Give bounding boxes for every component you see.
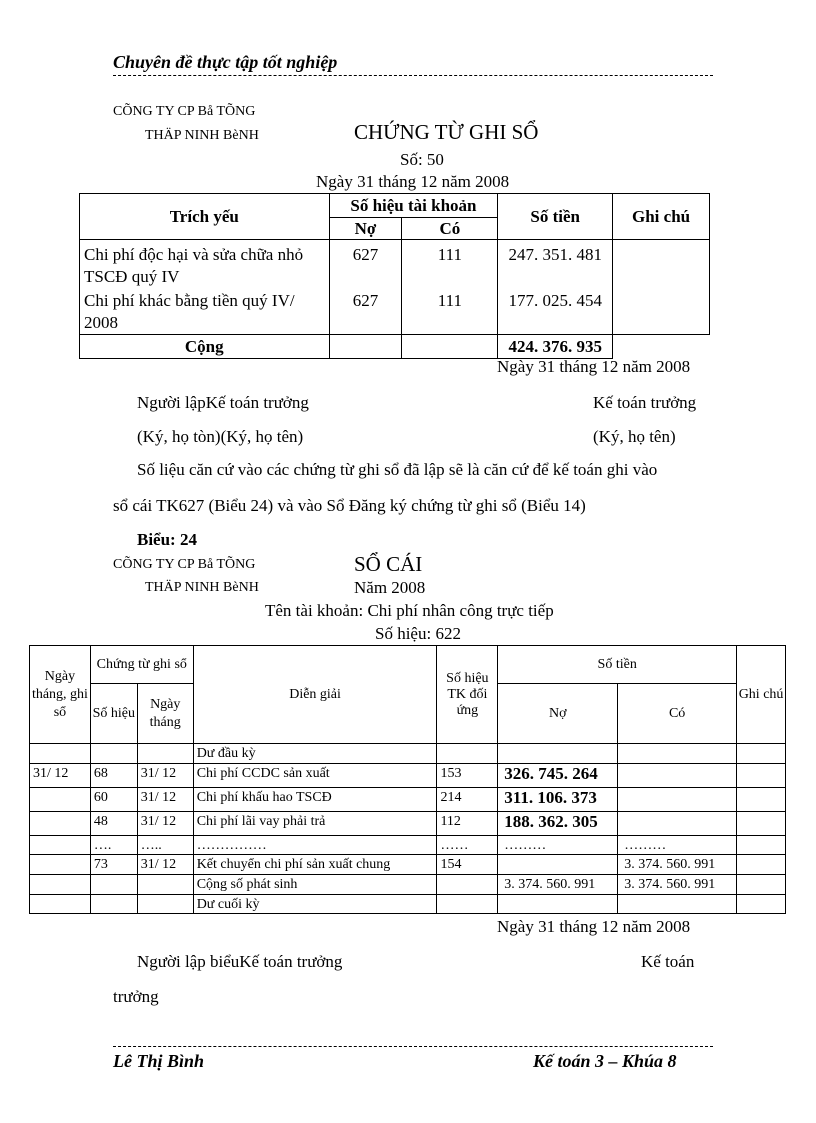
ledger-cell-contra: …… [437, 836, 498, 855]
ledger-amount-header: Số tiền [498, 646, 737, 684]
company-line2-b: THÄP NINH BèNH [145, 580, 259, 595]
ledger-cell-credit: ……… [618, 836, 737, 855]
ledger-cell-debit [498, 895, 618, 914]
table-row [30, 836, 786, 855]
voucher-table [79, 193, 710, 359]
ledger-cell-date: 31/ 12 [30, 764, 91, 788]
row1-amount: 247. 351. 481 [508, 245, 602, 264]
ledger-signer2-cont: trưởng [113, 987, 159, 1006]
ledger-cell-date [30, 836, 91, 855]
page-header-title: Chuyên đề thực tập tốt nghiệp [113, 52, 338, 72]
ledger-signer1: Người lập biểuKế toán trưởng [137, 952, 343, 971]
ledger-cell-debit [498, 855, 618, 875]
voucher-signer2: Kế toán trưởng [593, 393, 697, 412]
header-divider [113, 75, 713, 76]
table-row [30, 788, 786, 812]
ledger-cell-date [30, 855, 91, 875]
paragraph-line1: Số liệu căn cứ vào các chứng từ ghi sổ đã lập sẽ là căn cứ để kế toán ghi vào [137, 460, 658, 479]
footer-divider [113, 1046, 713, 1047]
total-label: Cộng [80, 335, 330, 359]
ledger-desc-header: Diễn giải [193, 646, 437, 744]
voucher-signer1: Người lậpKế toán trưởng [137, 393, 309, 412]
ledger-cell-vdate [137, 875, 193, 895]
table-row [30, 744, 786, 764]
ledger-signer2: Kế toán [641, 952, 695, 971]
ledger-cell-no: 73 [90, 855, 137, 875]
voucher-number: Số: 50 [400, 150, 444, 169]
ledger-cell-debit: 326. 745. 264 [498, 764, 618, 788]
total-amount: 424. 376. 935 [498, 335, 613, 359]
ledger-cell-desc: Chi phí lãi vay phải trả [193, 812, 437, 836]
voucher-title: CHỨNG TỪ GHI SỔ [354, 120, 539, 144]
ledger-cell-contra [437, 875, 498, 895]
ledger-cell-vdate: 31/ 12 [137, 855, 193, 875]
ledger-credit-header: Có [618, 684, 737, 744]
ledger-cell-desc: Chi phí CCDC sản xuất [193, 764, 437, 788]
ledger-title: SỔ CÁI [354, 552, 423, 576]
ledger-cell-date [30, 895, 91, 914]
ledger-cell-contra: 214 [437, 788, 498, 812]
table-row [30, 875, 786, 895]
table-row [30, 895, 786, 914]
ledger-voucher-header: Chứng từ ghi sổ [90, 646, 193, 684]
ledger-note-header: Ghi chú [737, 646, 786, 744]
ledger-cell-vdate [137, 744, 193, 764]
ledger-cell-credit [618, 744, 737, 764]
ledger-cell-desc: Chi phí khấu hao TSCĐ [193, 788, 437, 812]
ledger-cell-no: 48 [90, 812, 137, 836]
company-line1: CÕNG TY CP Bå TÕNG [113, 104, 256, 119]
ledger-year: Năm 2008 [354, 578, 426, 597]
ledger-cell-no [90, 895, 137, 914]
ledger-date-header: Ngày tháng, ghi sổ [30, 646, 91, 744]
ledger-account-name: Tên tài khoản: Chi phí nhân công trực tiếp [265, 601, 554, 620]
ledger-voucher-date-header: Ngày tháng [137, 684, 193, 744]
ledger-cell-contra: 154 [437, 855, 498, 875]
voucher-sign-date: Ngày 31 tháng 12 năm 2008 [497, 357, 691, 376]
col-credit-header: Có [402, 218, 498, 240]
ledger-cell-contra: 112 [437, 812, 498, 836]
ledger-cell-vdate: 31/ 12 [137, 764, 193, 788]
ledger-cell-debit: 311. 106. 373 [498, 788, 618, 812]
footer-author: Lê Thị Bình [113, 1051, 205, 1071]
ledger-contra-header: Số hiệu TK đối ứng [437, 646, 498, 744]
ledger-cell-no [90, 744, 137, 764]
paragraph-line2: sổ cái TK627 (Biểu 24) và vào Sổ Đăng ký chứng từ ghi sổ (Biểu 14) [113, 496, 586, 515]
row1-debit: 627 [352, 245, 379, 264]
ledger-cell-no: 68 [90, 764, 137, 788]
ledger-cell-contra [437, 744, 498, 764]
row1-credit: 111 [437, 245, 462, 264]
ledger-cell-date [30, 812, 91, 836]
ledger-cell-no [90, 875, 137, 895]
col-note-header: Ghi chú [613, 194, 710, 240]
ledger-cell-credit: 3. 374. 560. 991 [618, 875, 737, 895]
row2-debit: 627 [352, 291, 379, 310]
row2-credit: 111 [437, 291, 462, 310]
voucher-date: Ngày 31 tháng 12 năm 2008 [316, 172, 510, 191]
col-summary-header: Trích yếu [80, 194, 330, 240]
company-line2: THÄP NINH BèNH [145, 128, 259, 143]
table-row [30, 855, 786, 875]
ledger-cell-vdate: 31/ 12 [137, 788, 193, 812]
ledger-cell-no: 60 [90, 788, 137, 812]
ledger-cell-credit [618, 788, 737, 812]
ledger-cell-desc: Kết chuyển chi phí sản xuất chung [193, 855, 437, 875]
ledger-cell-desc: Dư đầu kỳ [193, 744, 437, 764]
col-amount-header: Số tiền [498, 194, 613, 240]
ledger-cell-vdate: ….. [137, 836, 193, 855]
ledger-cell-credit [618, 764, 737, 788]
row2-amount: 177. 025. 454 [508, 291, 602, 310]
ledger-cell-vdate [137, 895, 193, 914]
company-line1-b: CÕNG TY CP Bå TÕNG [113, 557, 256, 572]
ledger-cell-date [30, 875, 91, 895]
voucher-signer1-note: (Ký, họ tòn)(Ký, họ tên) [137, 427, 304, 446]
ledger-cell-desc: …………… [193, 836, 437, 855]
ledger-cell-date [30, 744, 91, 764]
ledger-cell-debit [498, 744, 618, 764]
row1-summary: Chi phí độc hại và sửa chữa nhỏ TSCĐ quý IV [84, 245, 304, 286]
ledger-sign-date: Ngày 31 tháng 12 năm 2008 [497, 917, 691, 936]
table-row [30, 764, 786, 788]
table-row [80, 240, 710, 335]
footer-class: Kế toán 3 – Khúa 8 [533, 1051, 677, 1071]
ledger-cell-credit [618, 812, 737, 836]
ledger-label: Biểu: 24 [137, 530, 197, 549]
ledger-cell-contra [437, 895, 498, 914]
ledger-cell-credit: 3. 374. 560. 991 [618, 855, 737, 875]
ledger-cell-date [30, 788, 91, 812]
row2-summary: Chi phí khác bằng tiền quý IV/ 2008 [84, 291, 295, 332]
ledger-debit-header: Nợ [498, 684, 618, 744]
table-total-row [80, 335, 710, 359]
ledger-cell-credit [618, 895, 737, 914]
ledger-voucher-no-header: Số hiệu [90, 684, 137, 744]
voucher-signer2-note: (Ký, họ tên) [593, 427, 676, 446]
ledger-cell-vdate: 31/ 12 [137, 812, 193, 836]
ledger-table [29, 645, 786, 914]
col-debit-header: Nợ [329, 218, 402, 240]
ledger-cell-desc: Dư cuối kỳ [193, 895, 437, 914]
ledger-cell-debit: 3. 374. 560. 991 [498, 875, 618, 895]
ledger-account-code: Số hiệu: 622 [375, 624, 461, 643]
ledger-cell-desc: Cộng số phát sinh [193, 875, 437, 895]
ledger-cell-debit: 188. 362. 305 [498, 812, 618, 836]
ledger-cell-debit: ……… [498, 836, 618, 855]
ledger-cell-no: …. [90, 836, 137, 855]
ledger-cell-contra: 153 [437, 764, 498, 788]
col-account-header: Số hiệu tài khoản [329, 194, 498, 218]
table-row [30, 812, 786, 836]
